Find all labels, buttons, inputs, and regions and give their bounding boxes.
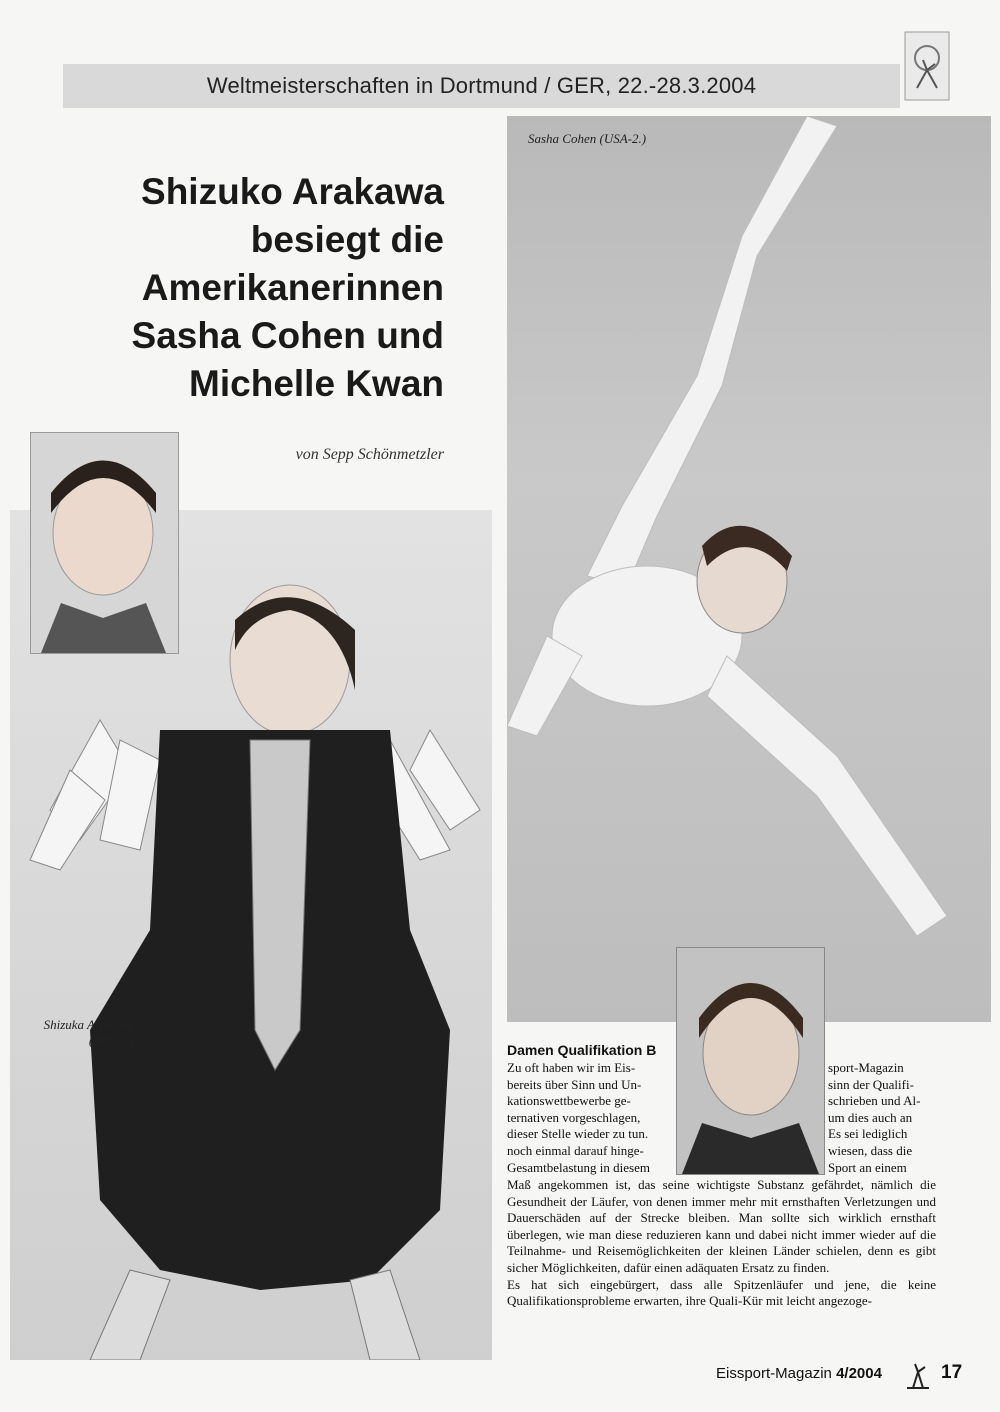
text-line: Zu oft haben wir im Eis- [507,1060,636,1075]
headline-line: Sasha Cohen und [131,315,444,356]
headline-line: Michelle Kwan [189,363,444,404]
portrait-sasha-cohen [676,947,825,1175]
text-line: Gesamtbelastung in diesem [507,1159,650,1175]
headline-line: Amerikanerinnen [141,267,444,308]
article-column-left [507,1060,671,1176]
skater-logo-icon [903,1358,933,1392]
text-line: kationswettbewerbe ge- [507,1093,631,1109]
headline [24,168,444,408]
caption-line: (JPN-1.) [88,1033,134,1048]
text-line: um dies auch an [828,1109,913,1125]
text-line: sinn der Qualifi- [828,1076,914,1092]
portrait-shizuka-arakawa [30,432,179,654]
caption-line: Shizuka Arakawa [43,1017,134,1032]
text-line: sport-Magazin [828,1060,904,1075]
text-line: schrieben und Al- [828,1093,921,1109]
issue-number: 4/2004 [836,1365,882,1382]
skater-logo-icon [903,30,951,102]
footer-magazine [716,1365,882,1382]
text-line: dieser Stelle wieder zu tun. [507,1126,649,1142]
photo-sasha-cohen-spiral [507,116,991,1022]
text-line: wiesen, dass die [828,1142,913,1158]
article-title: Damen Qualifikation B [507,1042,657,1058]
page-number: 17 [941,1362,963,1383]
paragraph: Maß angekommen ist, das seine wichtigste Substanz gefährdet, nämlich die Gesundheit der Läufer, von denen immer mehr mit ernsthaften Verletzungen und Dauerschäden auf der Strecke bleiben. Man sollte sich wirklich ernsthaft überlegen, wie man diese reduzieren kann und dabei nicht immer wieder auf die Teilnahme- und Reisemöglichkeiten der kleinen Länder schielen, denn es gibt sicher Möglichkeiten, dafür einen adäquaten Ersatz zu finden. [507,1177,936,1275]
caption-sasha-cohen: Sasha Cohen (USA-2.) [528,131,647,146]
text-line: noch einmal darauf hinge- [507,1142,644,1158]
text-line: bereits über Sinn und Un- [507,1076,642,1092]
text-line: Sport an einem [828,1159,907,1175]
magazine-name: Eissport-Magazin [716,1365,832,1382]
article-body [507,1177,936,1310]
article-column-right [828,1060,936,1176]
paragraph: Es hat sich eingebürgert, dass alle Spitzenläufer und jene, die keine Qualifikationsprobleme erwarten, ihre Quali-Kür mit leicht angezoge- [507,1276,936,1309]
event-header: Weltmeisterschaften in Dortmund / GER, 22.-28.3.2004 [206,73,757,98]
byline: von Sepp Schönmetzler [295,446,444,463]
text-line: ternativen vorgeschlagen, [507,1109,641,1125]
headline-line: Shizuko Arakawa [141,171,444,212]
headline-line: besiegt die [250,219,444,260]
text-line: Es sei lediglich [828,1126,908,1142]
caption-shizuka-arakawa [30,1017,134,1049]
